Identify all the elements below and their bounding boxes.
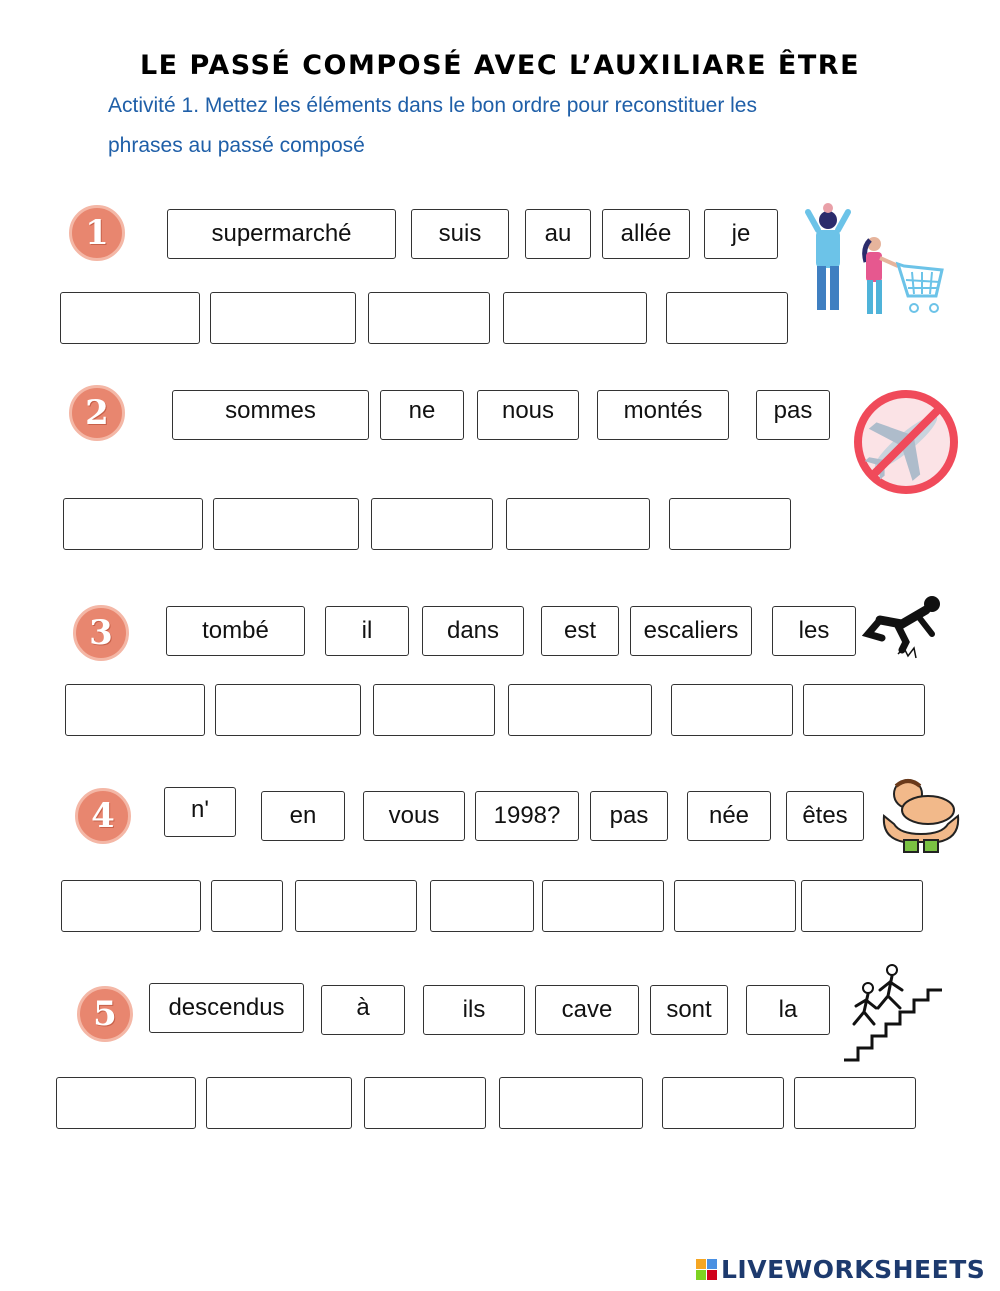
word-tile[interactable]: 1998? [475, 791, 579, 841]
exercise-number-badge: 3 [73, 605, 129, 661]
answer-blank-1[interactable] [65, 684, 205, 736]
exercise-number-badge: 1 [69, 205, 125, 261]
answer-blank-2[interactable] [210, 292, 356, 344]
word-tile[interactable]: la [746, 985, 830, 1035]
word-tile[interactable]: tombé [166, 606, 305, 656]
answer-blank-4[interactable] [430, 880, 534, 932]
answer-blank-3[interactable] [373, 684, 495, 736]
answer-blank-5[interactable] [671, 684, 793, 736]
no-plane-icon [850, 388, 962, 496]
word-tile[interactable]: sont [650, 985, 728, 1035]
answer-blank-1[interactable] [63, 498, 203, 550]
word-tile[interactable]: à [321, 985, 405, 1035]
liveworksheets-logo [696, 1255, 985, 1284]
word-tile[interactable]: née [687, 791, 771, 841]
answer-blank-3[interactable] [364, 1077, 486, 1129]
liveworksheets-logo-icon [696, 1259, 717, 1280]
exercise-number-badge: 2 [69, 385, 125, 441]
falling-man-icon [862, 590, 950, 662]
answer-blank-1[interactable] [60, 292, 200, 344]
answer-blank-5[interactable] [542, 880, 664, 932]
answer-blank-4[interactable] [499, 1077, 643, 1129]
answer-blank-6[interactable] [803, 684, 925, 736]
answer-blank-2[interactable] [206, 1077, 352, 1129]
answer-blank-2[interactable] [211, 880, 283, 932]
answer-blank-3[interactable] [368, 292, 490, 344]
word-tile[interactable]: suis [411, 209, 509, 259]
word-tile[interactable]: cave [535, 985, 639, 1035]
word-tile[interactable]: descendus [149, 983, 304, 1033]
answer-blank-6[interactable] [794, 1077, 916, 1129]
word-tile[interactable]: ils [423, 985, 525, 1035]
exercise-number-badge: 4 [75, 788, 131, 844]
answer-blank-5[interactable] [662, 1077, 784, 1129]
word-tile[interactable]: vous [363, 791, 465, 841]
answer-blank-3[interactable] [371, 498, 493, 550]
word-tile[interactable]: escaliers [630, 606, 752, 656]
word-tile[interactable]: ne [380, 390, 464, 440]
word-tile[interactable]: nous [477, 390, 579, 440]
instructions-line-1: Activité 1. Mettez les éléments dans le bon ordre pour reconstituer les [108, 94, 757, 117]
word-tile[interactable]: allée [602, 209, 690, 259]
word-tile[interactable]: sommes [172, 390, 369, 440]
shopping-family-icon [800, 200, 950, 322]
answer-blank-6[interactable] [674, 880, 796, 932]
answer-blank-4[interactable] [508, 684, 652, 736]
instructions-line-2: phrases au passé composé [108, 134, 365, 157]
word-tile[interactable]: je [704, 209, 778, 259]
answer-blank-1[interactable] [56, 1077, 196, 1129]
word-tile[interactable]: dans [422, 606, 524, 656]
word-tile[interactable]: il [325, 606, 409, 656]
newborn-baby-icon [878, 772, 964, 856]
exercise-number-badge: 5 [77, 986, 133, 1042]
answer-blank-1[interactable] [61, 880, 201, 932]
answer-blank-5[interactable] [666, 292, 788, 344]
word-tile[interactable]: en [261, 791, 345, 841]
word-tile[interactable]: supermarché [167, 209, 396, 259]
answer-blank-4[interactable] [506, 498, 650, 550]
answer-blank-7[interactable] [801, 880, 923, 932]
answer-blank-3[interactable] [295, 880, 417, 932]
answer-blank-2[interactable] [215, 684, 361, 736]
word-tile[interactable]: montés [597, 390, 729, 440]
word-tile[interactable]: pas [590, 791, 668, 841]
word-tile[interactable]: n' [164, 787, 236, 837]
brand-name: LIVEWORKSHEETS [721, 1255, 986, 1284]
people-stairs-icon [840, 960, 946, 1064]
word-tile[interactable]: les [772, 606, 856, 656]
answer-blank-5[interactable] [669, 498, 791, 550]
word-tile[interactable]: au [525, 209, 591, 259]
word-tile[interactable]: est [541, 606, 619, 656]
answer-blank-2[interactable] [213, 498, 359, 550]
word-tile[interactable]: êtes [786, 791, 864, 841]
word-tile[interactable]: pas [756, 390, 830, 440]
answer-blank-4[interactable] [503, 292, 647, 344]
page-title: LE PASSÉ COMPOSÉ AVEC L’AUXILIARE ÊTRE [139, 50, 861, 81]
